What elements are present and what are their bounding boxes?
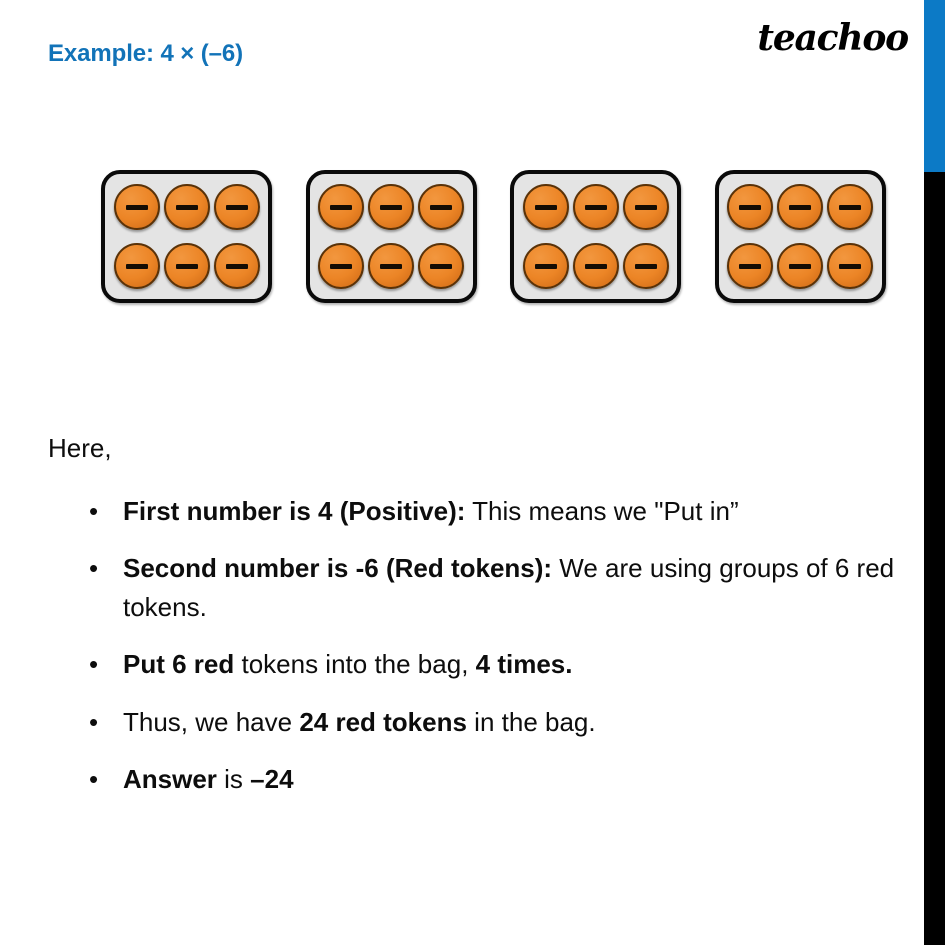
bullet-text-emphasis: 24 red tokens (299, 706, 467, 737)
minus-glyph (330, 264, 352, 269)
negative-token-icon (523, 184, 569, 230)
minus-glyph (585, 205, 607, 210)
negative-token-icon (623, 184, 669, 230)
bullet-item-second-number (48, 549, 898, 626)
negative-token-icon (418, 243, 464, 289)
minus-glyph (535, 264, 557, 269)
minus-glyph (176, 264, 198, 269)
bullet-item-put-red-tokens (48, 645, 898, 683)
bullet-marker-icon: • (89, 553, 99, 584)
negative-token-icon (114, 184, 160, 230)
bullet-marker-icon: • (89, 649, 99, 680)
edge-bar-blue (924, 0, 945, 172)
teachoo-logo: teachoo (757, 17, 908, 59)
negative-token-icon (318, 243, 364, 289)
token-group (715, 170, 886, 303)
minus-glyph (226, 205, 248, 210)
token-row (727, 184, 873, 230)
minus-glyph (635, 264, 657, 269)
token-row (318, 184, 464, 230)
negative-token-icon (114, 243, 160, 289)
token-group (510, 170, 681, 303)
negative-token-icon (827, 243, 873, 289)
minus-glyph (126, 205, 148, 210)
minus-glyph (430, 205, 452, 210)
bullet-text-emphasis: Answer (123, 764, 217, 795)
minus-glyph (585, 264, 607, 269)
bullet-marker-icon: • (89, 496, 99, 526)
minus-glyph (635, 205, 657, 210)
edge-bar-black (924, 172, 945, 945)
negative-token-icon (827, 184, 873, 230)
minus-glyph (330, 205, 352, 210)
negative-token-icon (214, 184, 260, 230)
minus-glyph (789, 205, 811, 210)
token-row (114, 243, 260, 289)
token-row (523, 243, 669, 289)
explanation-bullet-list (48, 492, 898, 818)
negative-token-icon (777, 243, 823, 289)
negative-token-icon (573, 184, 619, 230)
negative-token-icon (573, 243, 619, 289)
negative-token-icon (368, 243, 414, 289)
token-group (306, 170, 477, 303)
token-row (523, 184, 669, 230)
negative-token-icon (727, 243, 773, 289)
negative-token-icon (727, 184, 773, 230)
bullet-text: tokens into the bag, (234, 649, 476, 680)
minus-glyph (176, 205, 198, 210)
bullet-item-total-tokens (48, 703, 898, 741)
bullet-item-answer (48, 760, 898, 798)
bullet-text-emphasis: Second number is -6 (Red tokens): (123, 553, 553, 584)
minus-glyph (380, 205, 402, 210)
token-group (101, 170, 272, 303)
page-title: Example: 4 × (–6) (48, 40, 244, 67)
minus-glyph (789, 264, 811, 269)
bullet-text: We are using groups of 6 red tokens. (123, 553, 895, 622)
negative-token-icon (164, 184, 210, 230)
token-groups-diagram (101, 170, 886, 303)
minus-glyph (839, 205, 861, 210)
negative-token-icon (318, 184, 364, 230)
negative-token-icon (368, 184, 414, 230)
bullet-text-emphasis: Put 6 red (123, 649, 235, 680)
bullet-text-emphasis: First number is 4 (Positive): (123, 496, 466, 526)
negative-token-icon (164, 243, 210, 289)
bullet-text-emphasis: 4 times. (475, 649, 573, 680)
negative-token-icon (523, 243, 569, 289)
minus-glyph (535, 205, 557, 210)
bullet-item-first-number (48, 492, 898, 530)
negative-token-icon (777, 184, 823, 230)
minus-glyph (226, 264, 248, 269)
minus-glyph (126, 264, 148, 269)
minus-glyph (839, 264, 861, 269)
bullet-text: Thus, we have (123, 706, 300, 737)
negative-token-icon (623, 243, 669, 289)
bullet-text: This means we "Put in” (465, 496, 739, 526)
bullet-text: is (216, 764, 251, 795)
intro-text: Here, (48, 433, 112, 463)
bullet-marker-icon: • (89, 706, 99, 737)
minus-glyph (430, 264, 452, 269)
bullet-text-emphasis: –24 (250, 764, 294, 795)
minus-glyph (739, 205, 761, 210)
minus-glyph (739, 264, 761, 269)
token-row (114, 184, 260, 230)
bullet-marker-icon: • (89, 764, 99, 795)
token-row (318, 243, 464, 289)
token-row (727, 243, 873, 289)
minus-glyph (380, 264, 402, 269)
bullet-text: in the bag. (466, 706, 596, 737)
negative-token-icon (418, 184, 464, 230)
negative-token-icon (214, 243, 260, 289)
